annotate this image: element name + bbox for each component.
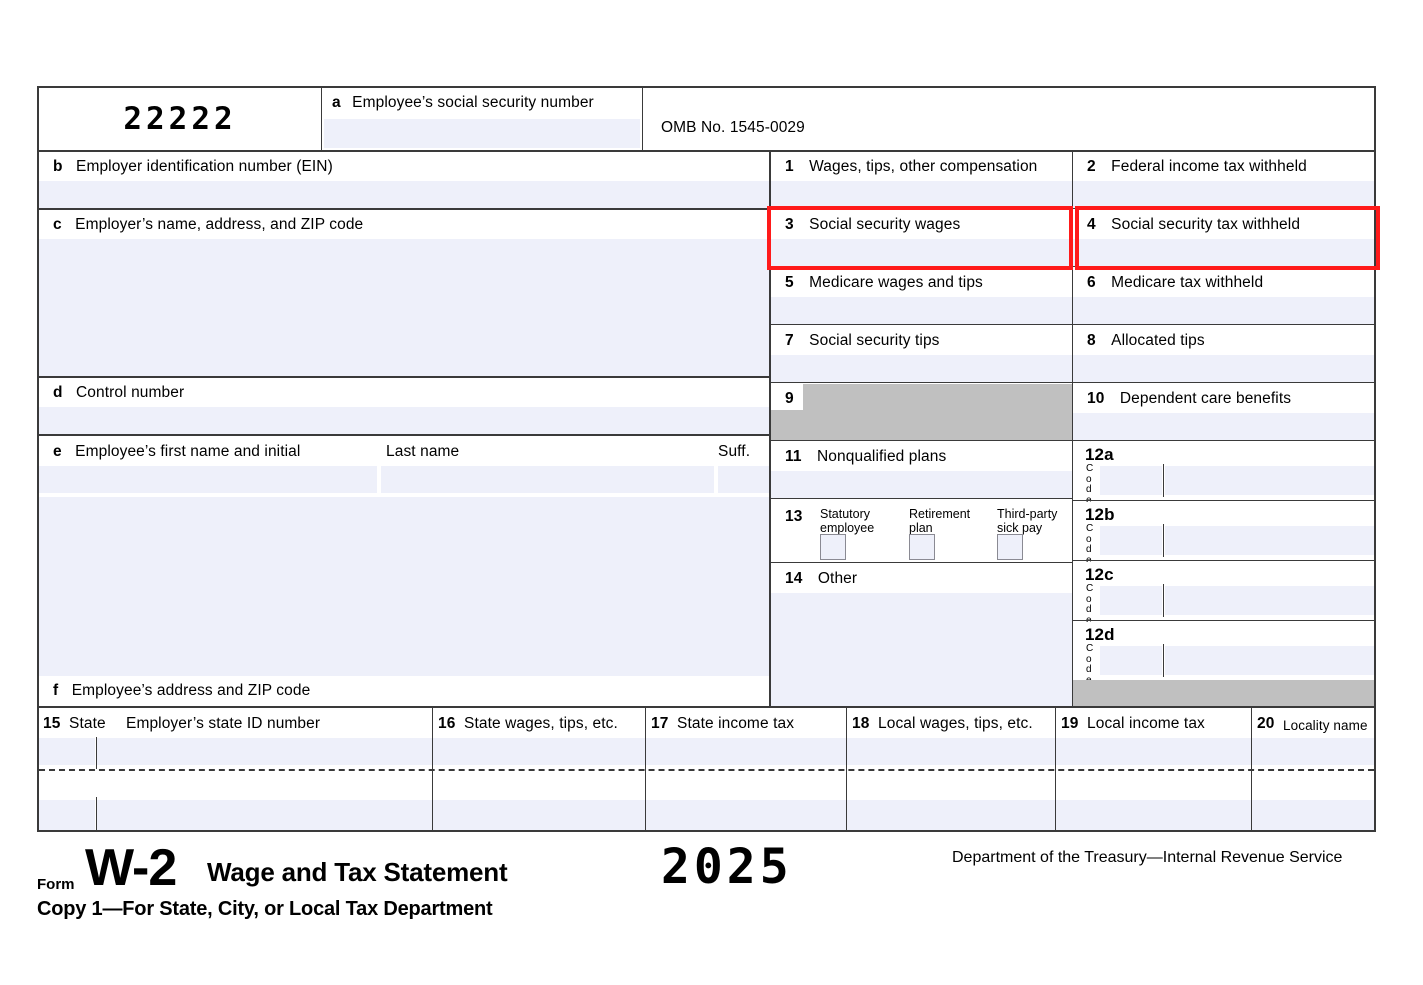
footer-copy-line: Copy 1—For State, City, or Local Tax Department (37, 898, 493, 920)
box-e-last-name-input[interactable] (381, 466, 714, 493)
box-c-letter: c (53, 216, 62, 233)
box-19-number: 19 (1061, 715, 1079, 732)
box-e-suffix-label: Suff. (718, 443, 751, 460)
box-15-row1-employer-id-input[interactable] (97, 738, 432, 765)
box-13-retirement-plan-label: Retirement plan (909, 507, 971, 535)
box-d-letter: d (53, 384, 63, 401)
control-code-cell (39, 88, 321, 150)
box-d-label: Control number (76, 384, 185, 401)
box-5-label: Medicare wages and tips (809, 274, 983, 291)
box-17-row1-input[interactable] (646, 738, 846, 765)
box-16-row2-input[interactable] (433, 800, 645, 830)
box-19-row2-input[interactable] (1056, 800, 1251, 830)
rule-box13-bottom (771, 562, 1072, 563)
box-d-input[interactable] (39, 407, 769, 434)
box-f-letter: f (53, 682, 59, 699)
box-2-federal-tax-withheld[interactable] (1073, 152, 1374, 208)
control-code-value: 22222 (123, 101, 237, 137)
box-12d-number: 12d (1085, 625, 1115, 644)
box-d-label-group (53, 384, 184, 401)
box-e-first-name-label: Employee’s first name and initial (75, 443, 301, 460)
box-e-last-name-label: Last name (386, 443, 460, 460)
box-3-number: 3 (785, 216, 794, 233)
box-2-number: 2 (1087, 158, 1096, 175)
box-a-input[interactable] (324, 119, 640, 148)
box-7-label: Social security tips (809, 332, 940, 349)
box-17-number: 17 (651, 715, 669, 732)
box-e-first-name-input[interactable] (39, 466, 377, 493)
box-e-suffix-input[interactable] (718, 466, 769, 493)
box-14-input[interactable] (771, 593, 1072, 706)
box-18-number: 18 (852, 715, 870, 732)
box-15-row2-tick (96, 797, 97, 830)
box-b-ein[interactable] (39, 152, 769, 208)
box-4-label: Social security tax withheld (1111, 216, 1301, 233)
box-6-input[interactable] (1073, 297, 1374, 324)
rule-box10-bottom (1073, 440, 1374, 441)
box-c-employer-name-address[interactable] (39, 210, 769, 376)
box-15-state-label: State (69, 715, 106, 732)
box-4-input[interactable] (1073, 239, 1374, 266)
box-e-label-group (53, 443, 300, 460)
box-12a-code-separator (1163, 464, 1164, 497)
box-1-input[interactable] (771, 181, 1072, 208)
footer-department: Department of the Treasury—Internal Revenue Service (952, 849, 1343, 866)
box-20-number: 20 (1257, 715, 1275, 732)
box-12c-amount-input[interactable] (1165, 586, 1374, 615)
box-15-number: 15 (43, 715, 61, 732)
box-7-social-security-tips[interactable] (771, 326, 1072, 382)
box-20-row2-input[interactable] (1252, 800, 1374, 830)
footer-form-title: Wage and Tax Statement (207, 857, 508, 887)
box-a-label: Employee’s social security number (352, 94, 594, 111)
box-16-label: State wages, tips, etc. (464, 715, 618, 732)
box-b-label: Employer identification number (EIN) (76, 158, 333, 175)
rule-box3-bottom (771, 266, 1072, 267)
box-c-label: Employer’s name, address, and ZIP code (75, 216, 364, 233)
box-16-number: 16 (438, 715, 456, 732)
box-13-third-party-sick-pay-checkbox[interactable] (997, 534, 1023, 560)
box-12b-code-input[interactable] (1100, 526, 1162, 555)
box-18-row2-input[interactable] (847, 800, 1055, 830)
box-4-social-security-tax-withheld[interactable] (1073, 210, 1374, 266)
box-1-wages[interactable] (771, 152, 1072, 208)
box-18-row1-input[interactable] (847, 738, 1055, 765)
box-12b-amount-input[interactable] (1165, 526, 1374, 555)
rule-box8-bottom (1073, 382, 1374, 383)
box-12d[interactable] (1073, 622, 1374, 680)
box-15-row1-state-input[interactable] (39, 738, 95, 765)
omb-number: OMB No. 1545-0029 (661, 119, 805, 136)
box-11-number: 11 (785, 448, 802, 465)
box-12d-amount-input[interactable] (1165, 646, 1374, 675)
box-12a-number: 12a (1085, 445, 1114, 464)
box-5-input[interactable] (771, 297, 1072, 324)
box-2-label-group (1087, 158, 1307, 175)
box-8-input[interactable] (1073, 355, 1374, 382)
box-b-letter: b (53, 158, 63, 175)
box-12a-code-label: C o d (1086, 463, 1094, 495)
rule-box7-bottom (771, 382, 1072, 383)
box-a-employee-ssn[interactable] (322, 88, 642, 150)
box-17-row2-input[interactable] (646, 800, 846, 830)
box-3-label: Social security wages (809, 216, 961, 233)
box-3-input[interactable] (771, 239, 1072, 266)
box-3-social-security-wages[interactable] (771, 210, 1072, 266)
box-e-letter: e (53, 443, 62, 460)
box-5-number: 5 (785, 274, 794, 291)
box-19-row1-input[interactable] (1056, 738, 1251, 765)
box-12b-number: 12b (1085, 505, 1115, 524)
box-c-input[interactable] (39, 239, 769, 376)
box-13-checkboxes (771, 500, 1072, 562)
box-19-label: Local income tax (1087, 715, 1205, 732)
box-15-row2-employer-id-input[interactable] (97, 800, 432, 830)
box-c-label-group (53, 216, 363, 233)
rule-box1-bottom (771, 208, 1072, 209)
box-b-label-group (53, 158, 333, 175)
box-15-employer-id-label: Employer’s state ID number (126, 715, 321, 732)
footer-tax-year: 2025 (661, 839, 793, 895)
box-12a-code-input[interactable] (1100, 466, 1162, 495)
box-13-retirement-plan-checkbox[interactable] (909, 534, 935, 560)
box-5-medicare-wages[interactable] (771, 268, 1072, 324)
box-7-number: 7 (785, 332, 794, 349)
box-1-label: Wages, tips, other compensation (809, 158, 1038, 175)
box-14-number: 14 (785, 570, 803, 587)
box-12c-code-label: C o d (1086, 583, 1094, 615)
box-6-label-group (1087, 274, 1263, 291)
box-1-label-group (785, 158, 1037, 175)
box-20-label: Locality name (1283, 718, 1368, 733)
box-e-continuation-input[interactable] (39, 497, 769, 676)
footer-form-number: W-2 (85, 839, 177, 897)
box-1-number: 1 (785, 158, 794, 175)
rule-box4-bottom (1073, 266, 1374, 267)
box-8-number: 8 (1087, 332, 1096, 349)
box-5-label-group (785, 274, 983, 291)
rule-box12c-bottom (1073, 620, 1374, 621)
box-12a-amount-input[interactable] (1165, 466, 1374, 495)
box-a-label-group (332, 94, 594, 111)
box-6-label: Medicare tax withheld (1111, 274, 1264, 291)
box-13-number: 13 (785, 508, 803, 525)
rule-box11-bottom (771, 498, 1072, 499)
box-12c-code-separator (1163, 584, 1164, 617)
box-16-row1-input[interactable] (433, 738, 645, 765)
box-18-label: Local wages, tips, etc. (878, 715, 1033, 732)
box-10-dependent-care-benefits[interactable] (1073, 384, 1374, 440)
rule-box5-bottom (771, 324, 1072, 325)
box-12c-number: 12c (1085, 565, 1114, 584)
box-b-input[interactable] (39, 181, 769, 208)
box-13-statutory-employee-label: Statutory employee (820, 507, 875, 535)
state-rows-dashed-separator (39, 769, 1374, 771)
box-12d-code-separator (1163, 644, 1164, 677)
box-10-label-group (1087, 390, 1291, 407)
box-12b-code-separator (1163, 524, 1164, 557)
box-d-control-number[interactable] (39, 378, 769, 434)
box-e-employee-name[interactable] (39, 436, 769, 676)
box-9-blocked (771, 384, 1072, 440)
box-12a[interactable] (1073, 442, 1374, 500)
box-7-input[interactable] (771, 355, 1072, 382)
box-3-label-group (785, 216, 960, 233)
box-2-input[interactable] (1073, 181, 1374, 208)
box-8-label-group (1087, 332, 1205, 349)
box-12c-code-input[interactable] (1100, 586, 1162, 615)
rule-box9-bottom (771, 440, 1072, 441)
footer-form-word: Form (37, 876, 75, 893)
rule-box2-bottom (1073, 208, 1374, 209)
box-f-label: Employee’s address and ZIP code (71, 682, 311, 699)
box-f-label-group (53, 682, 310, 699)
box-4-label-group (1087, 216, 1300, 233)
box-2-label: Federal income tax withheld (1111, 158, 1307, 175)
box-11-nonqualified-plans[interactable] (771, 442, 1072, 498)
box-6-medicare-tax-withheld[interactable] (1073, 268, 1374, 324)
rule-box6-bottom (1073, 324, 1374, 325)
box-8-label: Allocated tips (1111, 332, 1205, 349)
box-10-input[interactable] (1073, 413, 1374, 440)
box-11-input[interactable] (771, 471, 1072, 498)
box-12b[interactable] (1073, 502, 1374, 560)
box-12-blocked-filler (1073, 680, 1374, 706)
box-13-statutory-employee-checkbox[interactable] (820, 534, 846, 560)
box-12c[interactable] (1073, 562, 1374, 620)
box-15-row1-tick (96, 737, 97, 769)
box-17-label: State income tax (677, 715, 795, 732)
rule-box12a-bottom (1073, 500, 1374, 501)
box-7-label-group (785, 332, 940, 349)
box-11-label: Nonqualified plans (817, 448, 947, 465)
box-9-number: 9 (785, 390, 794, 407)
box-10-label: Dependent care benefits (1119, 390, 1292, 407)
box-12b-code-label: C o d (1086, 523, 1094, 555)
box-a-letter: a (332, 94, 341, 111)
box-14-label: Other (817, 570, 858, 587)
box-13-third-party-sick-pay-label: Third-party sick pay (997, 507, 1058, 535)
box-12d-code-label: C o d (1086, 643, 1094, 675)
box-15-row2-state-input[interactable] (39, 800, 95, 830)
box-4-number: 4 (1087, 216, 1096, 233)
box-10-number: 10 (1087, 390, 1105, 407)
box-14-label-group (785, 570, 857, 587)
omb-cell (643, 88, 1374, 150)
box-8-allocated-tips[interactable] (1073, 326, 1374, 382)
box-6-number: 6 (1087, 274, 1096, 291)
box-14-other[interactable] (771, 564, 1072, 706)
box-20-row1-input[interactable] (1252, 738, 1374, 765)
box-11-label-group (785, 448, 946, 465)
rule-box12b-bottom (1073, 560, 1374, 561)
box-9-number-notch (771, 384, 803, 410)
box-12d-code-input[interactable] (1100, 646, 1162, 675)
box-f-employee-address[interactable] (39, 676, 769, 706)
